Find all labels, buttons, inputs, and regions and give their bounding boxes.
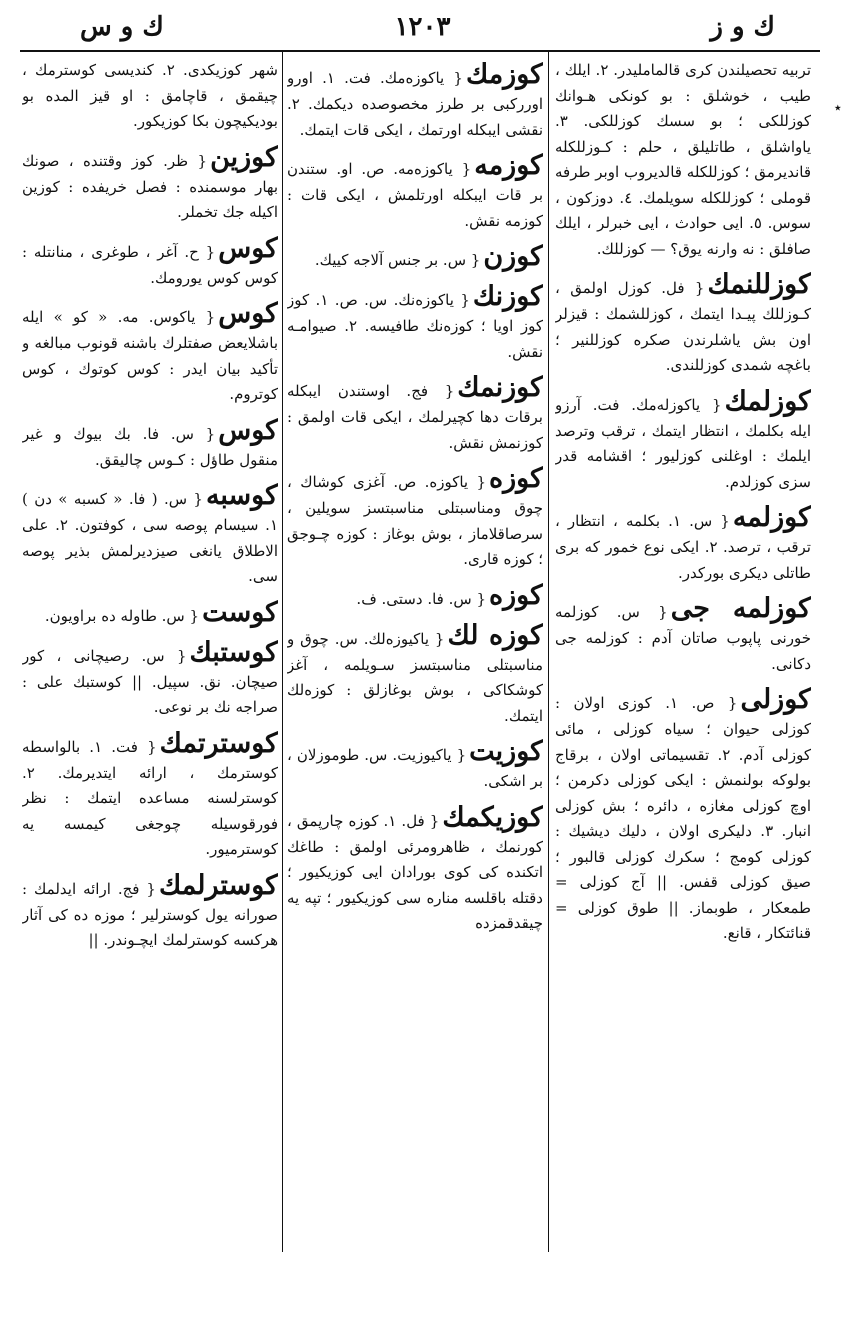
entry (22, 479, 278, 590)
entry-headword: كوزمه (474, 150, 543, 181)
entry (287, 619, 543, 730)
entry-definition: { س. بر جنس آلاجه كييك. (314, 251, 481, 269)
entry-definition: { فج. اوستندن ايبكله برقات دها كچيرلمك ، ايكى قات اولمق : كوزنمش نقش. (287, 382, 543, 452)
entry-definition: { ياكوزلەمك. فت. آرزو ايله بكلمك ، انتظار ايتمك ، ترقب وترصد ايلمك : اوغلنى كوزليور ؛ اقشامه قدر سزى كوزلدم. (555, 395, 811, 491)
entry-definition: { ياكوزەنك. س. ص. ١. كوز كوز اويا ؛ كوزەنك طافيسه. ٢. صيوامـه نقش. (287, 291, 543, 361)
entry-definition: { س. طاوله ده براويون. (44, 606, 200, 625)
column-right (555, 58, 811, 1253)
entry-definition: { س. فا. بك بيوك و غير منقول طاؤل : كـوس چاليقق. (22, 424, 278, 469)
entry-headword: كوزيكمك (442, 801, 543, 833)
entry-definition: تربيه تحصيلندن كرى قالمامليدر. ٢. ايلك ، طيب ، خوشلق : بو كونكى هـوانك كوزللكى ؛ بو سسك كوزللكى. ٣. ياواشلق ، طاتليلق ، حلم : كـوزللكله قانديرمق ؛ كوزللكله قالديروب اوبر طرفه قوملى ؛ كوزللكله سويلمك. ٤. دوزكون ، سوس. ٥. ايى حوادث ، ايى خبرلر ، ايلك صافلق : نه وارنه يوق؟ — كوزللك. (555, 61, 811, 258)
entry (287, 801, 543, 937)
entry-headword: كوس (218, 414, 278, 446)
entry-definition: { س. كوزلمه خورنى پاپوب صاتان آدم : كوزلمه جى دكانى. (555, 603, 811, 673)
column-divider-right (548, 52, 549, 1252)
entry (287, 371, 543, 456)
entry-headword: كوزللنمك (707, 269, 811, 300)
entry-headword: كوزه لك (447, 619, 543, 651)
header-left-letters: ك و س (80, 12, 164, 42)
entry (22, 636, 278, 721)
entry (555, 58, 811, 262)
entry (22, 232, 278, 292)
entry (22, 596, 278, 630)
entry-definition: { س. ١. بكلمه ، انتظار ، ترقب ، ترصد. ٢. ايكى نوع خمور كه برى طاتلى ديكرى بوركدر. (555, 512, 811, 582)
header-right-letters: ك و ز (710, 12, 775, 42)
entry-definition: { فل. ١. كوزه چارپمق ، كورنمك ، ظاهرومرئى اولمق : طاغك اتكنده كى كوى بورادان ايى كوزيكيور ؛ دقتله باقلسه مناره سى كوزيكيور ؛ تپه يه چيقدقمزده (287, 811, 543, 932)
entry-headword: كوزلمك (724, 385, 811, 417)
entry-definition: { فل. كوزل اولمق ، كـوزللك پيـدا ايتمك ، كوزللشمك : قيزلر اون بش ياشلرندن صكره كوزللنير ؛ باغچه شمدى كوزللندى. (555, 279, 811, 374)
entry-headword: كوسترلمك (158, 869, 278, 901)
entry-headword: كوسبه (205, 480, 278, 511)
entry-definition: { س. رصيچانى ، كور صيچان. نق. سپيل. || كوستبك على : صراجه نك بر نوعى. (22, 646, 278, 716)
entry (22, 141, 278, 226)
entry-definition: { س. فا. دستى. ف. (356, 589, 486, 608)
entry-definition: { ظر. كوز وقتنده ، صونك بهار موسمنده : فصل خريفده : كوزين اكيله جك تخملر. (22, 151, 278, 221)
entry-headword: كوزنك (472, 281, 543, 312)
entry-definition: { ياكيوزيت. س. طوموزلان ، بر اشكى. (287, 746, 543, 790)
entry-definition: شهر كوزيكدى. ٢. كنديسى كوسترمك ، چيقمق ، قاچامق : او قيز المده بو بوديكيچون بكا كوزيكور. (22, 61, 278, 130)
entry-headword: كوزلمه (732, 502, 811, 533)
entry (287, 579, 543, 613)
entry-headword: كوزيت (469, 736, 543, 767)
entry-definition: { فج. ارائه ايدلمك : صورانه يول كوسترلير ؛ موزه ده كى آثار هركسه كوسترلمك ايچـوندر. || (22, 879, 278, 949)
entry-headword: كوست (202, 596, 278, 628)
entry-headword: كوزين (210, 141, 278, 173)
entry (555, 385, 811, 496)
margin-mark: ٭ (834, 100, 842, 116)
entry-definition: { ح. آغر ، طوغرى ، منانتله : كوس كوس يورومك. (22, 242, 278, 287)
entry-headword: كوزنمك (457, 372, 543, 403)
entry (287, 280, 543, 365)
entry (555, 268, 811, 379)
entry (22, 414, 278, 474)
entry-headword: كوزن (483, 241, 543, 272)
entry (287, 58, 543, 143)
entry-headword: كوس (218, 232, 278, 264)
entry (22, 727, 278, 863)
entry-headword: كوزلى (740, 684, 811, 715)
column-left (22, 58, 278, 1253)
entry-headword: كوزه (489, 579, 543, 611)
entry (22, 297, 278, 408)
entry-definition: { ياكوس. مه. « كو » ايله باشلايعض صفتلرك باشنه قونوب مبالغه و تأكيد بيان ايدر : كوس كوتوك ، كوس كوتروم. (22, 308, 278, 403)
entry (555, 501, 811, 586)
column-divider-left (282, 52, 283, 1252)
entry (22, 58, 278, 135)
entry-headword: كوزه (489, 463, 543, 494)
entry (555, 592, 811, 677)
entry-definition: { ياكيوزەلك. س. چوق و مناسبتلى مناسبتسز سـويلمه ، آغز كوشكاكى ، بوش بوغازلق : كوزەلك ايتمك. (287, 629, 543, 725)
entry-definition: { ياكوزه. ص. آغزى كوشاك ، چوق ومناسبتلى مناسبتسز سويلين ، سرصاقلاماز ، بوش بوغاز : كوزه چـوجق ؛ كوزه قارى. (287, 473, 543, 568)
entry-headword: كوس (218, 298, 278, 329)
page-number: ١٢٠٣ (394, 12, 451, 42)
entry (287, 149, 543, 234)
entry-headword: كوسترتمك (159, 727, 278, 759)
entry-headword: كوزمك (465, 59, 543, 90)
entry (555, 683, 811, 947)
entry-definition: { ياكوزەمك. فت. ١. اورو اورركبى بر طرز مخصوصده ديكمك. ٢. نقشى ايبكله اورتمك ، ايكى قات ايتمك. (287, 69, 543, 139)
entry (287, 240, 543, 274)
column-middle (287, 58, 543, 1253)
entry-headword: كوستبك (189, 636, 278, 668)
page-header (20, 8, 825, 48)
entry-definition: { س. ( فا. « كسبه » دن ) ١. سيسام پوصه سى ، كوفتون. ٢. على الاطلاق يانغى صيزديرلمش بذير پوصه سى. (22, 490, 278, 585)
entry-headword: كوزلمه جى (670, 593, 811, 624)
entry-definition: { ياكوزەمه. ص. او. ستندن بر قات ايبكله اورتلمش ، ايكى قات : كوزمه نقش. (287, 160, 543, 230)
entry (287, 462, 543, 573)
entry-definition: { فت. ١. بالواسطه كوسترمك ، ارائه ايتديرمك. ٢. كوسترلسنه مساعده ايتمك : نظر فورقوسيله چوجغى كيمسه يه كوسترميور. (22, 737, 278, 858)
entry-definition: { ص. ١. كوزى اولان : كوزلى حيوان ؛ سياه كوزلى ، مائى كوزلى آدم. ٢. تقسيماتى اولان ، برقاج بولوكه بولنمش : ايكى كوزلى دكرمن ؛ اوچ كوزلى مغازه ، دائره ؛ بش كوزلى انبار. ٣. دليكرى اولان ، دليك ديشيك : كوزلى كومج ؛ سكرك كوزلى قالبور ؛ صيق كوزلى قفس. || آج كوزلى = طمعكار ، طوبماز. || طوق كوزلى = قنائتكار ، قانع. (555, 694, 811, 942)
header-rule (20, 50, 820, 52)
entry (22, 869, 278, 954)
entry (287, 735, 543, 795)
